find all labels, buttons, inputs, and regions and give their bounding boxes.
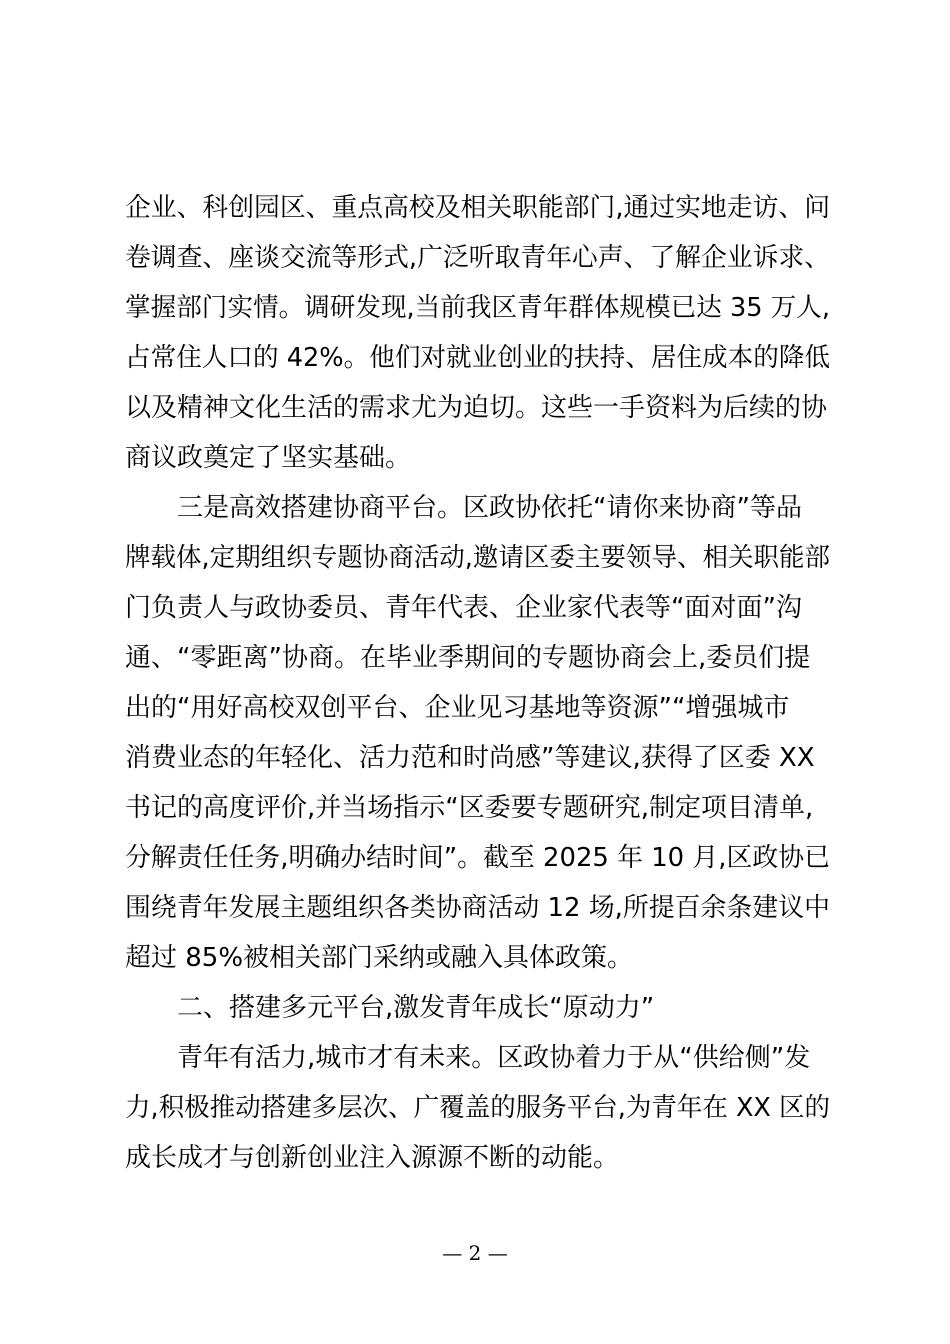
text-line: 通、“零距离”协商。在毕业季期间的专题协商会上,委员们提 <box>125 643 811 673</box>
text-line: 超过 85%被相关部门采纳或融入具体政策。 <box>125 943 634 973</box>
text-line: 占常住人口的 42%。他们对就业创业的扶持、居住成本的降低 <box>125 343 831 373</box>
text-line: 分解责任任务,明确办结时间”。截至 2025 年 10 月,区政协已 <box>125 843 830 873</box>
section-heading: 二、搭建多元平台,激发青年成长“原动力” <box>177 993 655 1023</box>
text-line: 成长成才与创新创业注入源源不断的动能。 <box>125 1143 620 1173</box>
text-line: 卷调查、座谈交流等形式,广泛听取青年心声、了解企业诉求、 <box>125 243 831 273</box>
page-number: — 2 — <box>442 1241 508 1265</box>
text-line: 牌载体,定期组织专题协商活动,邀请区委主要领导、相关职能部 <box>125 543 831 573</box>
text-line: 书记的高度评价,并当场指示“区委要专题研究,制定项目清单, <box>125 793 814 823</box>
text-line: 消费业态的年轻化、活力范和时尚感”等建议,获得了区委 XX <box>125 743 815 773</box>
text-line: 三是高效搭建协商平台。区政协依托“请你来协商”等品 <box>177 493 802 523</box>
text-line: 企业、科创园区、重点高校及相关职能部门,通过实地走访、问 <box>125 193 831 223</box>
text-line: 商议政奠定了坚实基础。 <box>125 443 412 473</box>
text-line: 门负责人与政协委员、青年代表、企业家代表等“面对面”沟 <box>125 593 802 623</box>
text-line: 掌握部门实情。调研发现,当前我区青年群体规模已达 35 万人, <box>125 293 830 323</box>
text-line: 力,积极推动搭建多层次、广覆盖的服务平台,为青年在 XX 区的 <box>125 1093 831 1123</box>
text-line: 围绕青年发展主题组织各类协商活动 12 场,所提百余条建议中 <box>125 893 830 923</box>
text-line: 以及精神文化生活的需求尤为迫切。这些一手资料为后续的协 <box>125 393 828 423</box>
text-line: 出的“用好高校双创平台、企业见习基地等资源”“增强城市 <box>125 693 790 723</box>
text-line: 青年有活力,城市才有未来。区政协着力于从“供给侧”发 <box>177 1043 811 1073</box>
